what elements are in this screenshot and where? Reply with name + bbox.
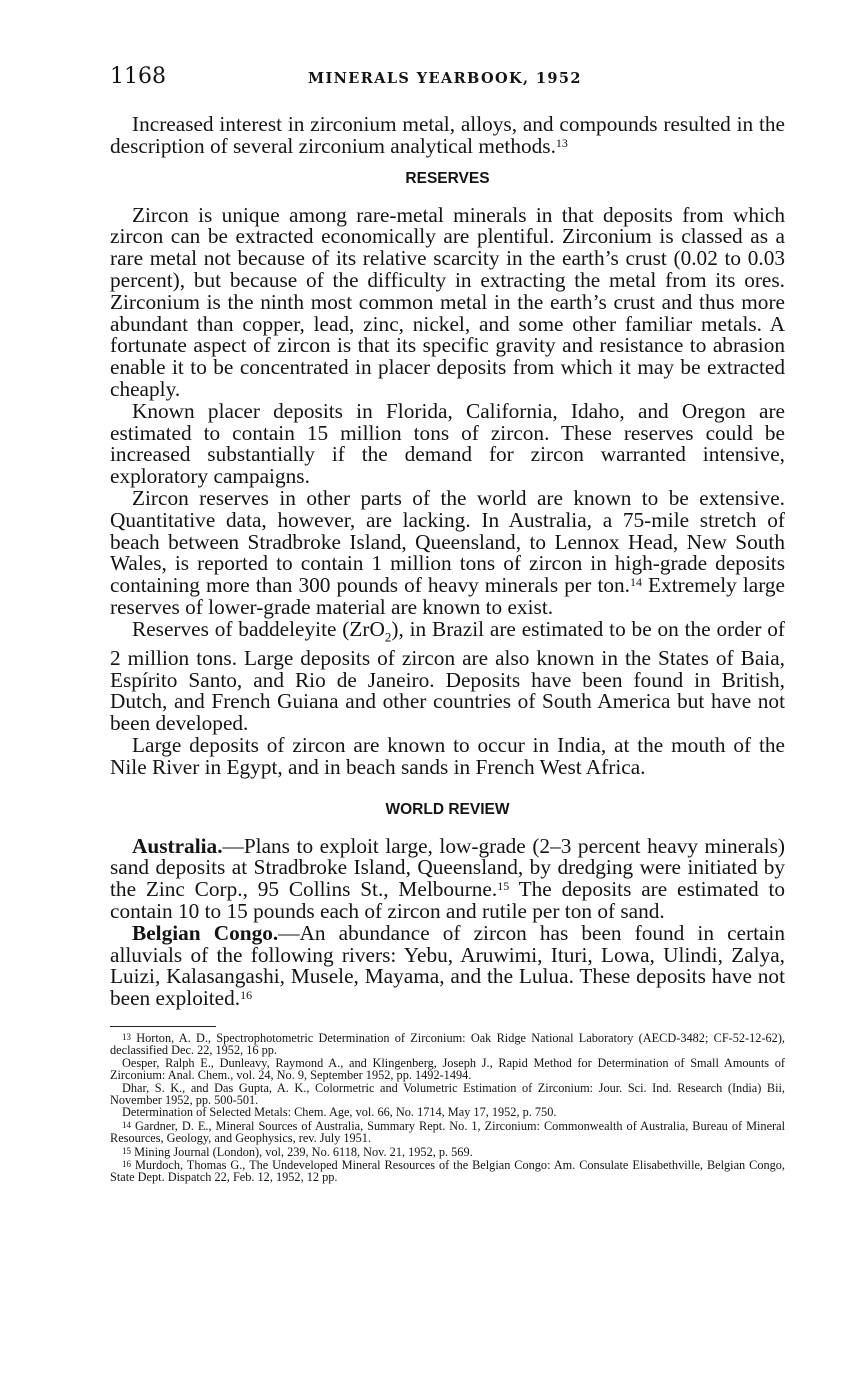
footnote-item: 14 Gardner, D. E., Mineral Sources of Australia, Summary Rept. No. 1, Zirconium: Commonwealth of Australia, Bureau of Mineral Resources, Geology, and Geophysics, rev. July 1951. (110, 1118, 785, 1146)
footnote-item: 16 Murdoch, Thomas G., The Undeveloped Mineral Resources of the Belgian Congo: Am. Consulate Elisabethville, Belgian Congo, State Dept. Dispatch 22, Feb. 12, 1952, 12 pp. (110, 1158, 785, 1185)
reserves-paragraph-5: Large deposits of zircon are known to occur in India, at the mouth of the Nile River in Egypt, and in beach sands in French West Africa. (110, 732, 785, 779)
page-number: 1168 (110, 64, 166, 89)
reserves-paragraph-1: Zircon is unique among rare-metal minerals in that deposits from which zircon can be extracted economically are plentiful. Zirconium is classed as a rare metal not because of its relative scarcity in the earth’s crust (0.02 to 0.03 percent), but because of the difficulty in extracting the metal from its ores. Zirconium is the ninth most common metal in the earth’s crust and thus more abundant than copper, lead, zinc, nickel, and some other familiar metals. A fortunate aspect of zircon is that its specific gravity and resistance to abrasion enable it to be concentrated in placer deposits from which it may be extracted cheaply. (110, 202, 785, 401)
australia-label: Australia. (132, 833, 223, 858)
footnote-ref-13: 13 (555, 135, 568, 150)
footnote-ref-16: 16 (240, 988, 253, 1003)
footnote-item: Dhar, S. K., and Das Gupta, A. K., Colormetric and Volumetric Estimation of Zirconium: Jour. Sci. Ind. Research (India) Bii, November 1952, pp. 500-501. (110, 1080, 785, 1107)
reserves-paragraph-2: Known placer deposits in Florida, California, Idaho, and Oregon are estimated to contain 15 million tons of zircon. These reserves could be increased substantially if the demand for zircon warranted intensive, exploratory campaigns. (110, 398, 785, 489)
reserves-paragraph-3: Zircon reserves in other parts of the world are known to be extensive. Quantitative data, however, are lacking. In Australia, a 75-mile stretch of beach between Stradbroke Island, Queensland, to Lennox Head, New South Wales, is reported to contain 1 million tons of zircon in high-grade deposits containing more than 300 pounds of heavy minerals per ton.$^{14}$ Extremely large reserves of lower-grade material are known to exist. (110, 485, 786, 619)
section-heading-reserves: RESERVES (405, 169, 490, 187)
footnote-item: 15 Mining Journal (London), vol, 239, No. 6118, Nov. 21, 1952, p. 569. (122, 1144, 473, 1159)
footnote-ref-15: 15 (497, 879, 510, 894)
running-title: MINERALS YEARBOOK, 1952 (308, 70, 582, 87)
australia-paragraph: Australia.—Plans to exploit large, low-grade (2–3 percent heavy minerals) sand deposits at Stradbroke Island, Queensland, by dredging were initiated by the Zinc Corp., 95 Collins St., Melbourne.$^{15}$ The deposits are estimated to contain 10 to 15 pounds each of zircon and rutile per ton of sand. (110, 833, 786, 923)
section-heading-world-review: WORLD REVIEW (385, 800, 510, 818)
footnote-item: 13 Horton, A. D., Spectrophotometric Determination of Zirconium: Oak Ridge National Laboratory (AECD-3482; CF-52-12-62), declassified Dec. 22, 1952, 16 pp. (110, 1030, 786, 1058)
reserves-paragraph-4: Reserves of baddeleyite (ZrO$_2$), in Brazil are estimated to be on the order of 2 million tons. Large deposits of zircon are also known in the States of Baia, Espírito Santo, and Rio de Janeiro. Deposits have been found in British, Dutch, and French Guiana and other countries of South America but have not been developed. (110, 616, 785, 736)
belgian-congo-label: Belgian Congo. (132, 920, 279, 945)
footnotes (110, 1031, 785, 1184)
footnote-divider (110, 1026, 216, 1027)
footnote-item: Oesper, Ralph E., Dunleavy, Raymond A., and Klingenberg, Joseph J., Rapid Method for Determination of Small Amounts of Zirconium: Anal. Chem., vol. 24, No. 9, September 1952, pp. 1492-1494. (110, 1055, 785, 1083)
page-header (110, 64, 785, 104)
belgian-congo-paragraph: Belgian Congo.—An abundance of zircon has been found in certain alluvials of the following rivers: Yebu, Aruwimi, Ituri, Lowa, Ulindi, Zalya, Luizi, Kalasangashi, Musele, Mayama, and the Lulua. These deposits have not been exploited.$^{16}$ (110, 920, 785, 1011)
footnote-item: Determination of Selected Metals: Chem. Age, vol. 66, No. 1714, May 17, 1952, p. 750. (122, 1105, 557, 1120)
footnote-ref-14: 14 (630, 575, 642, 590)
document-page (110, 64, 785, 1184)
intro-paragraph: Increased interest in zirconium metal, alloys, and compounds resulted in the description of several zirconium analytical methods.$^{13}$ (110, 112, 785, 158)
